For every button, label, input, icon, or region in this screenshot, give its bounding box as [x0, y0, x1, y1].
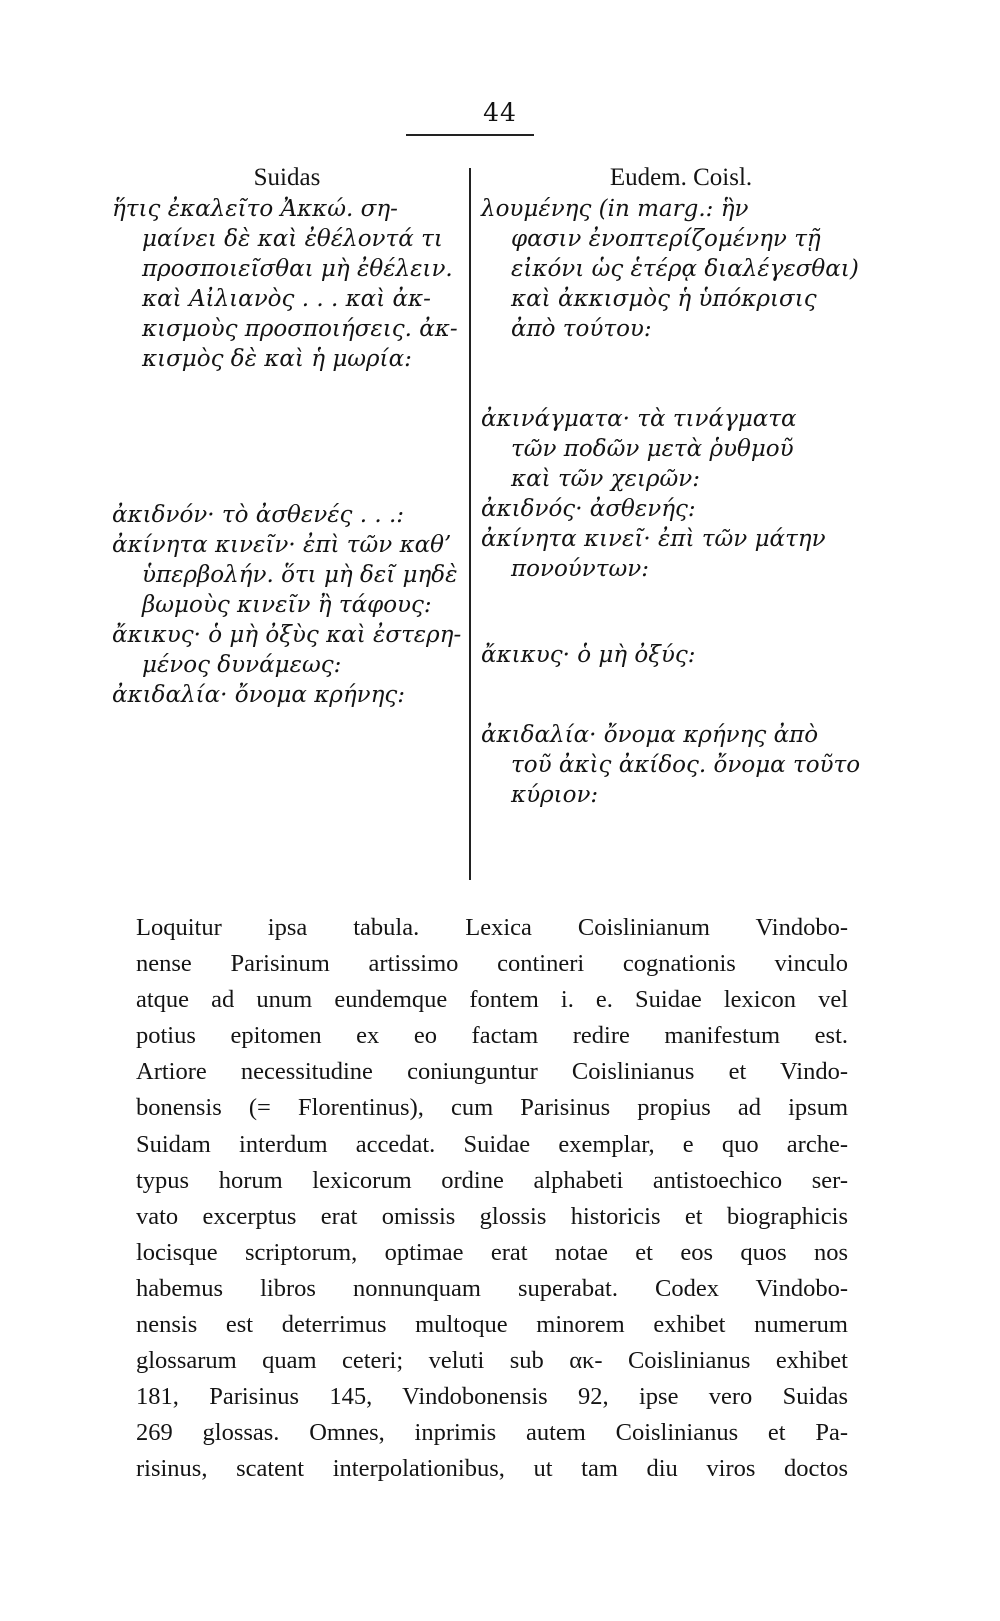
entry-line: τῶν ποδῶν μετὰ ῥυθμοῦ [511, 436, 794, 462]
suidas-column [112, 160, 462, 708]
entry-line: βωμοὺς κινεῖν ἢ τάφους: [142, 592, 432, 618]
body-line: 269 glossas. Omnes, inprimis autem Coislinianus et Pa- [136, 1419, 848, 1447]
entry-line: καὶ Αἰλιανὸς . . . καὶ ἀκ- [142, 286, 431, 312]
body-line: potius epitomen ex eo factam redire manifestum est. [136, 1022, 848, 1050]
entry-line: μαίνει δὲ καὶ ἐθέλοντά τι [142, 226, 443, 252]
body-line: Loquitur ipsa tabula. Lexica Coislinianum Vindobo- [136, 914, 848, 941]
entry-line: ἀπὸ τούτου: [511, 316, 652, 342]
suidas-entry-block [112, 194, 462, 374]
page-number: 44 [483, 98, 517, 127]
entry-line: ἄκικυς· ὁ μὴ ὀξὺς καὶ ἐστερη- [112, 622, 462, 648]
entry-line: πονούντων: [511, 556, 649, 582]
coislinianus-entry-block [481, 194, 881, 344]
body-line: Artiore necessitudine coniunguntur Coislinianus et Vindo- [136, 1058, 848, 1086]
body-line: glossarum quam ceteri; veluti sub ακ- Coislinianus exhibet [136, 1347, 848, 1375]
coislinianus-column-heading: Eudem. Coisl. [609, 164, 753, 191]
entry-line: κύριον: [511, 782, 599, 808]
entry-line: καὶ ἀκκισμὸς ἡ ὑπόκρισις [511, 286, 817, 312]
entry-line: ἀκίνητα κινεῖ· ἐπὶ τῶν μάτην [481, 526, 826, 552]
entry-line: εἰκόνι ὡς ἑτέρᾳ διαλέγεσθαι) [511, 256, 859, 282]
coislinianus-entry-block [481, 640, 881, 670]
entry-line: ἀκιδνόν· τὸ ἀσθενές . . .: [112, 502, 405, 528]
column-divider [469, 168, 471, 880]
entry-line: ἀκιδαλία· ὄνομα κρήνης: [112, 682, 406, 708]
body-paragraph [136, 910, 848, 1488]
coislinianus-column [481, 160, 881, 808]
coislinianus-entry-block [481, 720, 881, 810]
entry-line: προσποιεῖσθαι μὴ ἐθέλειν. [142, 256, 453, 282]
entry-line: μένος δυνάμεως: [142, 652, 342, 678]
body-line: Suidam interdum accedat. Suidae exemplar, e quo arche- [136, 1130, 848, 1158]
body-line: risinus, scatent interpolationibus, ut tam diu viros doctos [136, 1455, 848, 1483]
entry-line: ἥτις ἐκαλεῖτο Ἀκκώ. ση- [112, 196, 398, 222]
body-line: nense Parisinum artissimo contineri cognationis vinculo [136, 950, 848, 978]
entry-line: κισμὸς δὲ καὶ ἡ μωρία: [142, 346, 412, 372]
entry-line: ἀκίνητα κινεῖν· ἐπὶ τῶν καθ’ [112, 532, 452, 558]
entry-line: τοῦ ἀκὶς ἀκίδος. ὄνομα τοῦτο [511, 752, 861, 778]
entry-line: καὶ τῶν χειρῶν: [511, 466, 701, 492]
header-rule [406, 134, 534, 136]
body-line: bonensis (= Florentinus), cum Parisinus propius ad ipsum [136, 1094, 848, 1122]
body-line: habemus libros nonnunquam superabat. Codex Vindobo- [136, 1274, 848, 1302]
entry-line: λουμένης (in marg.: ἣν [481, 196, 749, 222]
entry-line: ὑπερβολήν. ὅτι μὴ δεῖ μηδὲ [142, 562, 458, 588]
body-line: locisque scriptorum, optimae erat notae et eos quos nos [136, 1238, 848, 1266]
body-line: atque ad unum eundemque fontem i. e. Suidae lexicon vel [136, 986, 848, 1014]
body-line: nensis est deterrimus multoque minorem exhibet numerum [136, 1311, 848, 1339]
suidas-entry-block [112, 500, 462, 710]
entry-line: φασιν ἐνοπτερίζομένην τῇ [511, 226, 821, 252]
body-line: vato excerptus erat omissis glossis historicis et biographicis [136, 1202, 848, 1230]
entry-line: ἀκινάγματα· τὰ τινάγματα [481, 406, 797, 432]
entry-line: κισμοὺς προσποιήσεις. ἀκ- [142, 316, 458, 342]
body-line: 181, Parisinus 145, Vindobonensis 92, ipse vero Suidas [136, 1383, 848, 1411]
entry-line: ἄκικυς· ὁ μὴ ὀξύς: [481, 642, 696, 668]
suidas-column-heading: Suidas [253, 164, 321, 191]
coislinianus-entry-block [481, 404, 881, 584]
body-line: typus horum lexicorum ordine alphabeti antistoechico ser- [136, 1166, 848, 1194]
entry-line: ἀκιδνός· ἀσθενής: [481, 496, 696, 522]
entry-line: ἀκιδαλία· ὄνομα κρήνης ἀπὸ [481, 722, 819, 748]
